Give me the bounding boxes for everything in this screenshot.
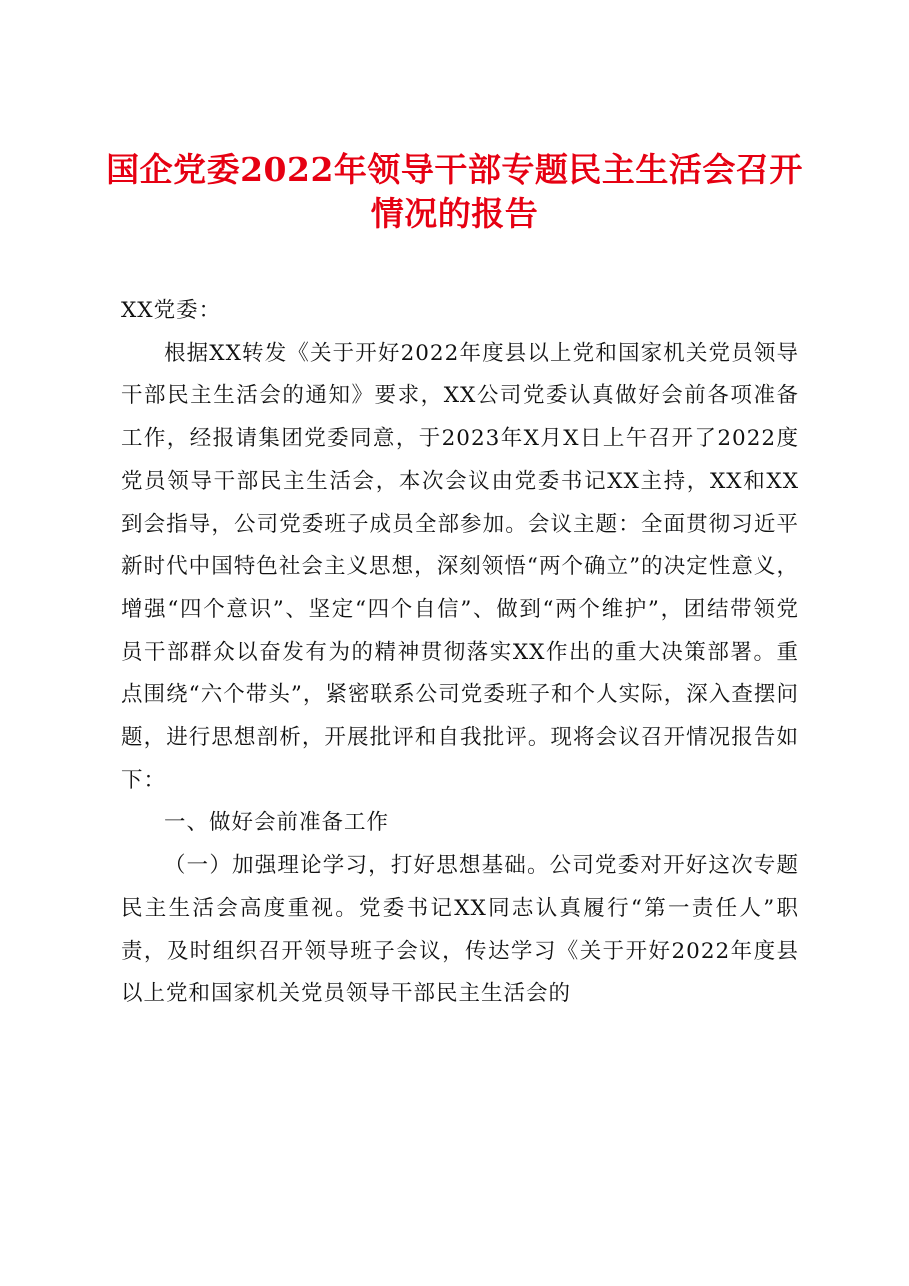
paragraph-subsection-1: （一）加强理论学习，打好思想基础。公司党委对开好这次专题民主生活会高度重视。党委书记XX同志认真履行“第一责任人”职责，及时组织召开领导班子会议，传达学习《关于开好2022年度县以上党和国家机关党员领导干部民主生活会的 [121, 853, 799, 1007]
document-body [121, 290, 799, 1016]
section-heading: 一、做好会前准备工作 [164, 810, 390, 836]
paragraph-intro: 根据XX转发《关于开好2022年度县以上党和国家机关党员领导干部民主生活会的通知》要求，XX公司党委认真做好会前各项准备工作，经报请集团党委同意，于2023年X月X日上午召开了2022度党员领导干部民主生活会，本次会议由党委书记XX主持，XX和XX到会指导，公司党委班子成员全部参加。会议主题：全面贯彻习近平新时代中国特色社会主义思想，深刻领悟“两个确立”的决定性意义，增强“四个意识”、坚定“四个自信”、做到“两个维护”，团结带领党员干部群众以奋发有为的精神贯彻落实XX作出的重大决策部署。重点围绕“六个带头”，紧密联系公司党委班子和个人实际，深入查摆问题，进行思想剖析，开展批评和自我批评。现将会议召开情况报告如下： [121, 340, 799, 793]
document-title: 国企党委2022年领导干部专题民主生活会召开情况的报告 [106, 150, 803, 233]
salutation: XX党委： [121, 298, 222, 323]
